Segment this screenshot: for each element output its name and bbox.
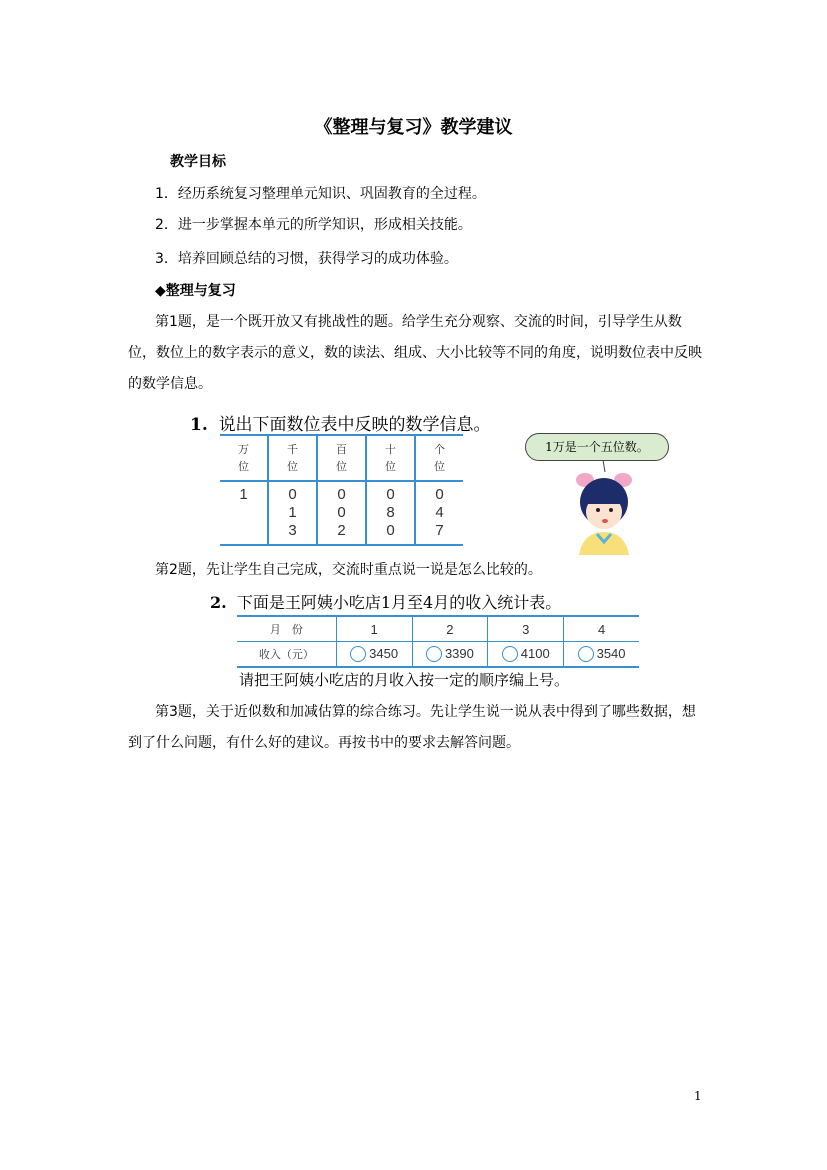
page-title: 《整理与复习》教学建议 <box>314 117 513 138</box>
row-label: 收入（元） <box>258 648 314 661</box>
header-label: 万位 <box>238 443 249 473</box>
order-circle[interactable] <box>426 646 442 662</box>
income-table <box>237 615 639 668</box>
paragraph-2: 第2题，先让学生自己完成，交流时重点说一说是怎么比较的。 <box>155 562 542 578</box>
digit-column: 0 0 2 <box>317 481 366 545</box>
goal-item: 3．培养回顾总结的习惯，获得学习的成功体验。 <box>155 251 458 267</box>
header-label: 千位 <box>287 443 298 473</box>
digit-column: 0 8 0 <box>366 481 415 545</box>
income-cell: 3450 <box>336 642 412 668</box>
income-cell: 3540 <box>564 642 639 668</box>
header-cell <box>366 435 415 481</box>
exercise-2-instruction: 请把王阿姨小吃店的月收入按一定的顺序编上号。 <box>239 671 570 689</box>
income-cell: 3390 <box>412 642 488 668</box>
goals-heading: 教学目标 <box>170 154 226 170</box>
header-cell <box>220 435 268 481</box>
digit-column: 1 <box>239 486 248 503</box>
exercise-number: 1. <box>190 415 208 435</box>
income-cell: 4100 <box>488 642 564 668</box>
paragraph-1: 第1题，是一个既开放又有挑战性的题。给学生充分观察、交流的时间，引导学生从数位，数位上的数字表示的意义，数的读法、组成、大小比较等不同的角度，说明数位表中反映的数学信息。 <box>128 314 702 392</box>
header-cell <box>317 435 366 481</box>
digit-column: 0 1 3 <box>268 481 317 545</box>
paragraph-3: 第3题，关于近似数和加减估算的综合练习。先让学生说一说从表中得到了哪些数据，想到了什么问题，有什么好的建议。再按书中的要求去解答问题。 <box>128 704 696 751</box>
exercise-2-question <box>210 590 561 613</box>
header-cell <box>415 435 463 481</box>
header-cell <box>268 435 317 481</box>
page-number: 1 <box>694 1089 702 1103</box>
order-circle[interactable] <box>578 646 594 662</box>
speech-bubble: 1万是一个五位数。 <box>525 433 669 461</box>
exercise-text: 下面是王阿姨小吃店1月至4月的收入统计表。 <box>236 593 562 612</box>
header-label: 十位 <box>385 443 396 473</box>
header-label: 百位 <box>336 443 347 473</box>
exercise-1-question <box>190 410 491 435</box>
order-circle[interactable] <box>502 646 518 662</box>
girl-illustration <box>565 460 675 555</box>
month-cell: 3 <box>488 616 564 642</box>
month-cell: 4 <box>564 616 639 642</box>
header-label: 个位 <box>434 443 445 473</box>
goal-item: 2．进一步掌握本单元的所学知识，形成相关技能。 <box>155 217 472 233</box>
digit-column: 0 4 7 <box>415 481 463 545</box>
month-cell: 2 <box>412 616 488 642</box>
order-circle[interactable] <box>350 646 366 662</box>
review-heading: ◆整理与复习 <box>155 283 236 299</box>
goal-item: 1．经历系统复习整理单元知识、巩固教育的全过程。 <box>155 186 486 202</box>
exercise-number: 2. <box>210 593 227 612</box>
row-label: 月 份 <box>237 616 336 642</box>
place-value-table <box>220 434 463 546</box>
month-cell: 1 <box>336 616 412 642</box>
exercise-text: 说出下面数位表中反映的数学信息。 <box>218 415 491 435</box>
